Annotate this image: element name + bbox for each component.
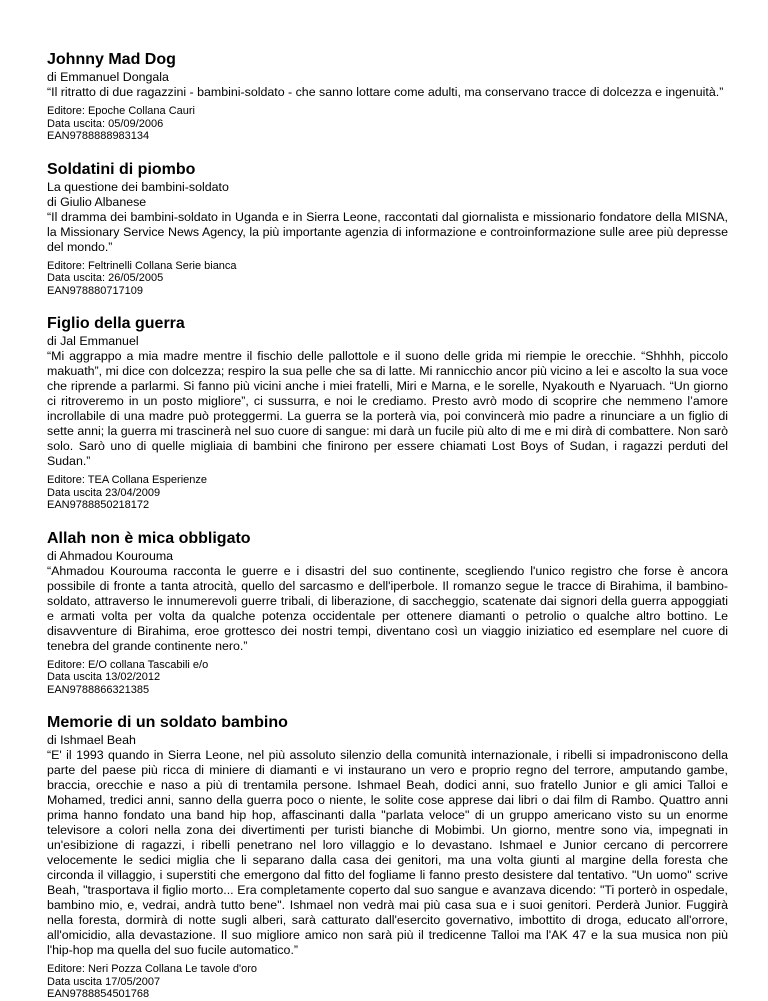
book-title: Soldatini di piombo [47, 160, 196, 178]
book-author: di Ishmael Beah [47, 733, 136, 747]
book-publisher: Editore: Neri Pozza Collana Le tavole d'oro [47, 963, 257, 975]
book-entry [47, 529, 728, 697]
book-title: Johnny Mad Dog [47, 51, 176, 68]
book-publisher: Editore: Epoche Collana Cauri [47, 105, 195, 117]
book-meta [47, 105, 728, 143]
book-description: “Ahmadou Kourouma racconta le guerre e i disastri del suo continente, scegliendo l'unico registro che forse è ancora possibile di fronte a tanta atrocità, quello del sarcasmo e dell'iperbole. Il romanzo segue le tracce di Birahima, il bambino-soldato, attraverso le innumerevoli guerre tribali, di liberazione, di saccheggio, scatenate dai signori della guerra appoggiati e armati volta per volta da qualche potenza occidentale per ottenere diamanti o petrolio o qualche altro bottino. Le disavventure di Birahima, eroe grottesco dei nostri tempi, diventano così un viaggio iniziatico ed esemplare nel cuore di tenebra del grande continente nero.” [47, 563, 728, 653]
book-title: Allah non è mica obbligato [47, 529, 251, 547]
book-ean: EAN9788888983134 [47, 130, 150, 142]
book-ean: EAN9788854501768 [47, 988, 150, 1000]
book-meta [47, 260, 728, 298]
book-description: “Il ritratto di due ragazzini - bambini-soldato - che sanno lottare come adulti, ma conservano tracce di dolcezza e ingenuità.” [47, 85, 724, 99]
book-meta [47, 963, 728, 1001]
book-ean: EAN9788866321385 [47, 683, 150, 696]
book-entry [47, 160, 728, 298]
book-publisher: Editore: E/O collana Tascabili e/o [47, 658, 209, 671]
book-author: di Giulio Albanese [47, 194, 147, 209]
book-description: “Mi aggrappo a mia madre mentre il fischio delle pallottole e il suono delle grida mi riempie le orecchie. “Shhhh, piccolo makuath”, mi dice con dolcezza; respiro la sua pelle che sa di latte. Mi rannicchio ancor più vicino a lei e ascolto la sua voce che riprende a parlarmi. Si fanno più vicini anche i miei fratelli, Miri e Marna, e le sorelle, Nyakouth e Nyaruach. “Un giorno ci ritroveremo in un posto migliore”, ci sussurra, e noi le crediamo. Presto avrò modo di scoprire che nemmeno l’amore incrollabile di una madre può proteggermi. La guerra se la porterà via, poi convincerà mio padre a rinunciare a un figlio di sette anni; la guerra mi trascinerà nel suo cuore di sangue: mi darà un fucile più alto di me e mi dirà di combattere. Non sarò solo. Sarò uno di quelle migliaia di bambini che finirono per essere chiamati Lost Boys of Sudan, i ragazzi perduti del Sudan.” [47, 349, 728, 468]
book-author: di Jal Emmanuel [47, 334, 139, 348]
book-meta [47, 659, 728, 697]
book-release-date: Data uscita 17/05/2007 [47, 975, 161, 988]
book-ean: EAN9788850218172 [47, 499, 150, 511]
book-release-date: Data uscita 13/02/2012 [47, 671, 161, 683]
book-meta [47, 474, 728, 512]
book-release-date: Data uscita: 26/05/2005 [47, 272, 164, 284]
book-title: Figlio della guerra [47, 315, 185, 332]
book-release-date: Data uscita: 05/09/2006 [47, 117, 164, 130]
book-description: “Il dramma dei bambini-soldato in Uganda e in Sierra Leone, raccontati dal giornalista e missionario fondatore della MISNA, la Missionary Service News Agency, la più importante agenzia di informazione e controinformazione sulle aree più depresse del mondo.” [47, 209, 728, 254]
book-ean: EAN978880717109 [47, 284, 144, 297]
book-entry [47, 50, 728, 143]
book-publisher: Editore: TEA Collana Esperienze [47, 474, 207, 486]
book-publisher: Editore: Feltrinelli Collana Serie bianca [47, 259, 237, 272]
book-description: “E' il 1993 quando in Sierra Leone, nel più assoluto silenzio della comunità internazionale, i ribelli si impadroniscono della parte del paese più ricca di miniere di diamanti e vi instaurano un vero e proprio regno del terrore, amputando gambe, braccia, orecchie e naso a più di trentamila persone. Ishmael Beah, dodici anni, suo fratello Junior e gli amici Talloi e Mohamed, tredici anni, sanno della guerra poco o niente, le solite cose apprese dai libri o dai film di Rambo. Quattro anni prima hanno fondato una band hip hop, affascinanti dalla "parlata veloce" di un gruppo americano visto su un enorme televisore a colori nella zona dei divertimenti per turisti bianche di Mobimbi. Un giorno, mentre sono via, impegnati in un'esibizione di ragazzi, i ribelli penetrano nel loro villaggio e lo devastano. Ishmael e Junior cercano di percorrere velocemente le sedici miglia che li separano dalla casa dei genitori, ma una volta giunti al margine della foresta che circonda il villaggio, i superstiti che emergono dal fitto del fogliame li fanno presto desistere dal tentativo. "Un uomo" scrive Beah, "trasportava il figlio morto... Era completamente coperto dal suo sangue e avanzava dicendo: "Ti porterò in ospedale, bambino mio, e, vedrai, andrà tutto bene". Ishmael non vedrà mai più casa sua e i suoi genitori. Perderà Junior. Fuggirà nella foresta, dormirà di notte sugli alberi, sarà catturato dall'esercito governativo, imbottito di droga, educato all'orrore, all'omicidio, alla devastazione. Il suo migliore amico non sarà più il tredicenne Talloi ma l'AK 47 e la sua musica non più l'hip-hop ma quella del suo fucile automatico.” [47, 748, 728, 957]
book-title: Memorie di un soldato bambino [47, 714, 288, 731]
book-entry [47, 713, 728, 1001]
book-release-date: Data uscita 23/04/2009 [47, 486, 161, 499]
book-entry [47, 314, 728, 512]
book-author: di Emmanuel Dongala [47, 70, 169, 84]
book-subtitle: La questione dei bambini-soldato [47, 179, 229, 194]
book-author: di Ahmadou Kourouma [47, 548, 174, 563]
